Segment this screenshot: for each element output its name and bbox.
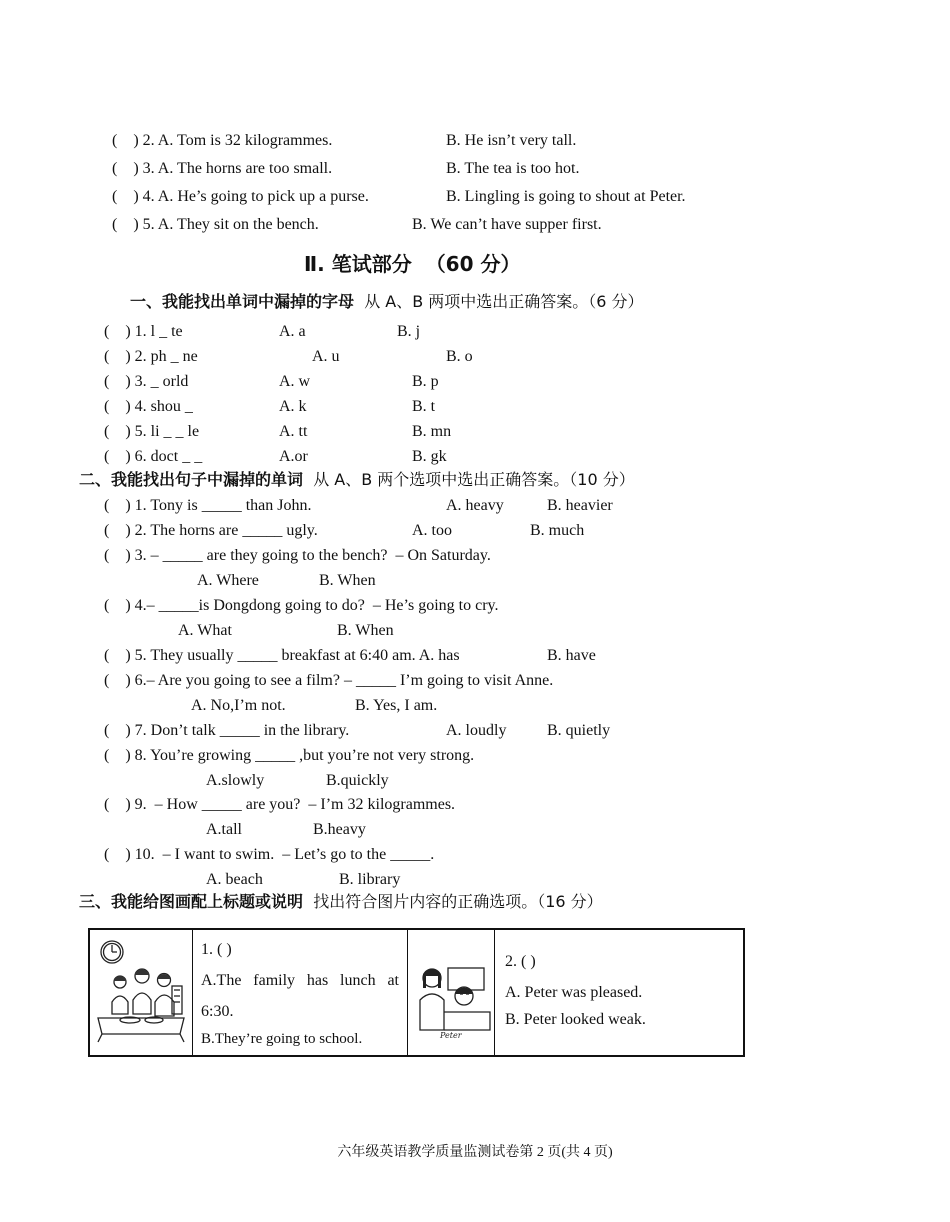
s1-item-2-a: A. u <box>312 348 340 365</box>
s2-item-9: ( ) 9. – How _____ are you? – I’m 32 kilogrammes. <box>104 796 456 813</box>
family-lunch-illustration <box>90 930 192 1044</box>
s2-item-4: ( ) 4.– _____is Dongdong going to do? – He’s going to cry. <box>104 597 499 614</box>
s2-item-10-a: A. beach <box>206 871 263 888</box>
s1-item-6: ( ) 6. doct _ _ <box>104 448 203 465</box>
listening-item-4-option-b: B. Lingling is going to shout at Peter. <box>446 188 686 205</box>
s2-item-1-b: B. heavier <box>547 497 613 514</box>
s1-item-1-b: B. j <box>397 323 421 340</box>
listening-item-3: ( ) 3. A. The horns are too small. <box>112 160 333 177</box>
listening-item-5: ( ) 5. A. They sit on the bench. <box>112 216 319 233</box>
s2-item-6: ( ) 6.– Are you going to see a film? – _____ I’m going to visit Anne. <box>104 672 554 689</box>
s2-item-8-a: A.slowly <box>206 772 265 789</box>
s2-item-5-b: B. have <box>547 647 596 664</box>
part2-title: Ⅱ. 笔试部分 （60 分） <box>304 252 521 276</box>
s1-item-6-b: B. gk <box>412 448 447 465</box>
page-footer: 六年级英语教学质量监测试卷第 2 页(共 4 页) <box>337 1145 613 1160</box>
question-2-cell <box>495 929 745 1056</box>
s1-item-5-a: A. tt <box>279 423 308 440</box>
s2-item-8: ( ) 8. You’re growing _____ ,but you’re not very strong. <box>104 747 475 764</box>
s2-item-3: ( ) 3. – _____ are they going to the bench? – On Saturday. <box>104 547 491 564</box>
s2-item-7-a: A. loudly <box>446 722 507 739</box>
s2-item-7: ( ) 7. Don’t talk _____ in the library. <box>104 722 350 739</box>
s2-item-3-a: A. Where <box>197 572 259 589</box>
s2-item-2-b: B. much <box>530 522 585 539</box>
s1-item-3-a: A. w <box>279 373 311 390</box>
picture-2-cell <box>408 929 495 1056</box>
section3-heading <box>79 891 603 913</box>
listening-item-5-option-b: B. We can’t have supper first. <box>412 216 602 233</box>
q2-option-b: B. Peter looked weak. <box>505 1011 646 1028</box>
s1-item-2: ( ) 2. ph _ ne <box>104 348 198 365</box>
listening-item-2-option-b: B. He isn’t very tall. <box>446 132 577 149</box>
s2-item-9-a: A.tall <box>206 821 242 838</box>
s2-item-4-a: A. What <box>178 622 232 639</box>
q2-option-a: A. Peter was pleased. <box>505 984 643 1001</box>
s1-item-1-a: A. a <box>279 323 306 340</box>
listening-item-3-option-b: B. The tea is too hot. <box>446 160 580 177</box>
section2-title: 二、我能找出句子中漏掉的单词 <box>79 470 304 489</box>
s1-item-2-b: B. o <box>446 348 473 365</box>
s2-item-6-a: A. No,I’m not. <box>191 697 286 714</box>
s2-item-2-a: A. too <box>412 522 452 539</box>
q2-number: 2. ( ) <box>505 953 536 970</box>
s1-item-3-b: B. p <box>412 373 439 390</box>
s1-item-1: ( ) 1. l _ te <box>104 323 183 340</box>
q1-option-b: B.They’re going to school. <box>201 1031 363 1047</box>
s2-item-2: ( ) 2. The horns are _____ ugly. <box>104 522 318 539</box>
q1-option-a: A.The family has lunch at 6:30. <box>201 972 399 1020</box>
s1-item-6-a: A.or <box>279 448 308 465</box>
section2-heading <box>79 469 635 491</box>
s2-item-5: ( ) 5. They usually _____ breakfast at 6:40 am. A. has <box>104 647 460 664</box>
section1-instructions: 从 A、B 两项中选出正确答案。（6 分） <box>354 292 644 311</box>
section1-title: 一、我能找出单词中漏掉的字母 <box>130 292 355 311</box>
s1-item-5: ( ) 5. li _ _ le <box>104 423 200 440</box>
s2-item-4-b: B. When <box>337 622 394 639</box>
question-1-cell <box>193 929 408 1056</box>
s2-item-9-b: B.heavy <box>313 821 366 838</box>
sick-boy-illustration <box>408 930 494 1044</box>
section2-instructions: 从 A、B 两个选项中选出正确答案。（10 分） <box>303 470 635 489</box>
s2-item-3-b: B. When <box>319 572 376 589</box>
peter-caption: Peter <box>440 1031 462 1040</box>
s1-item-4-b: B. t <box>412 398 436 415</box>
section3-title: 三、我能给图画配上标题或说明 <box>79 892 304 911</box>
listening-item-4: ( ) 4. A. He’s going to pick up a purse. <box>112 188 369 205</box>
listening-item-2: ( ) 2. A. Tom is 32 kilogrammes. <box>112 132 333 149</box>
s2-item-10: ( ) 10. – I want to swim. – Let’s go to the _____. <box>104 846 435 863</box>
s2-item-10-b: B. library <box>339 871 401 888</box>
s1-item-5-b: B. mn <box>412 423 452 440</box>
s2-item-7-b: B. quietly <box>547 722 611 739</box>
picture-table <box>88 928 745 1057</box>
s1-item-4-a: A. k <box>279 398 307 415</box>
s1-item-3: ( ) 3. _ orld <box>104 373 189 390</box>
s2-item-8-b: B.quickly <box>326 772 389 789</box>
section1-heading <box>130 291 644 313</box>
s2-item-1-a: A. heavy <box>446 497 504 514</box>
s2-item-6-b: B. Yes, I am. <box>355 697 438 714</box>
picture-1-cell <box>89 929 193 1056</box>
s2-item-1: ( ) 1. Tony is _____ than John. <box>104 497 312 514</box>
s1-item-4: ( ) 4. shou _ <box>104 398 193 415</box>
q1-number: 1. ( ) <box>201 941 232 958</box>
section3-instructions: 找出符合图片内容的正确选项。（16 分） <box>303 892 603 911</box>
